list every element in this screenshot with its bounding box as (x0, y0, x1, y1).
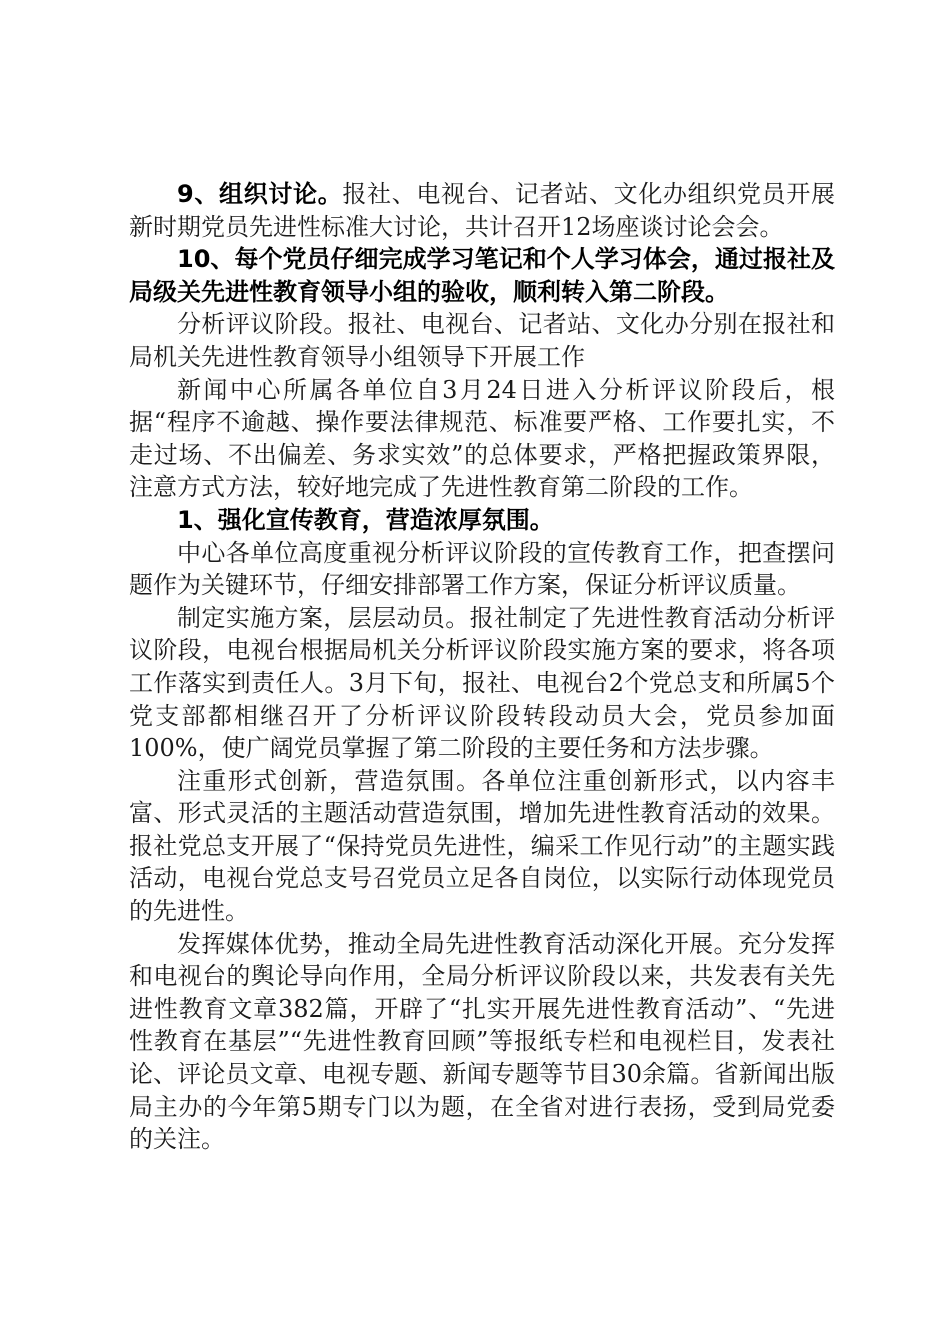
paragraph-implementation-plan: 制定实施方案，层层动员。报社制定了先进性教育活动分析评议阶段，电视台根据局机关分析评议阶段实施方案的要求，将各项工作落实到责任人。3月下旬，报社、电视台2个党总支和所属5个党支部都相继召开了分析评议阶段转段动员大会，党员参加面100%，使广阔党员掌握了第二阶段的主要任务和方法步骤。 (129, 603, 835, 763)
paragraph-news-center: 新闻中心所属各单位自3月24日进入分析评议阶段后，根据“程序不逾越、操作要法律规范、标准要严格、工作要扎实，不走过场、不出偏差、务求实效”的总体要求，严格把握政策界限，注意方式方法，较好地完成了先进性教育第二阶段的工作。 (129, 375, 835, 502)
paragraph-discussion (129, 178, 835, 243)
paragraph-analysis-stage: 分析评议阶段。报社、电视台、记者站、文化办分别在报社和局机关先进性教育领导小组领导下开展工作 (129, 310, 835, 371)
paragraph-form-innovation: 注重形式创新，营造氛围。各单位注重创新形式，以内容丰富、形式灵活的主题活动营造氛围，增加先进性教育活动的效果。报社党总支开展了“保持党员先进性，编采工作见行动”的主题实践活动，电视台党总支号召党员立足各自岗位，以实际行动体现党员的先进性。 (129, 766, 835, 926)
section-heading: 1、强化宣传教育，营造浓厚氛围。 (177, 505, 554, 534)
document-body (129, 178, 835, 1156)
paragraph-lead: 9、组织讨论。 (177, 180, 343, 208)
paragraph-text: 报社、电视台、记者站、文化办组织党员开展新时期党员先进性标准大讨论，共计召开12场座谈讨论会会。 (129, 180, 835, 241)
paragraph-propaganda: 中心各单位高度重视分析评议阶段的宣传教育工作，把查摆问题作为关键环节，仔细安排部署工作方案，保证分析评议质量。 (129, 538, 835, 600)
paragraph-study-notes: 10、每个党员仔细完成学习笔记和个人学习体会，通过报社及局级关先进性教育领导小组的验收，顺利转入第二阶段。 (129, 245, 835, 306)
paragraph-media-advantage: 发挥媒体优势，推动全局先进性教育活动深化开展。充分发挥和电视台的舆论导向作用，全局分析评议阶段以来，共发表有关先进性教育文章382篇，开辟了“扎实开展先进性教育活动”、“先进性教育在基层”“先进性教育回顾”等报纸专栏和电视栏目，发表社论、评论员文章、电视专题、新闻专题等节目30余篇。省新闻出版局主办的今年第5期专门以为题，在全省对进行表扬，受到局党委的关注。 (129, 929, 835, 1154)
